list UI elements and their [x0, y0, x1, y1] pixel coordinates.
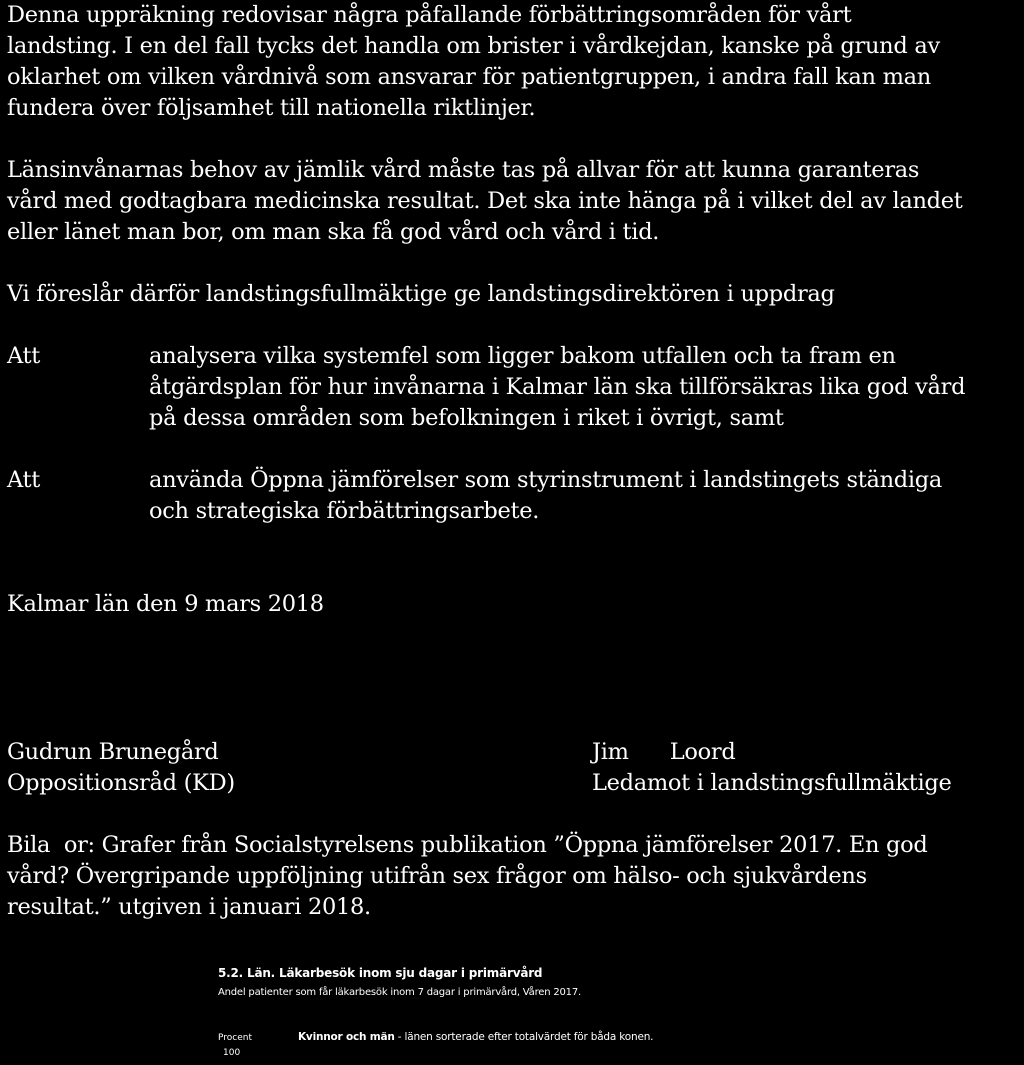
figure-legend-bold: Kvinnor och män: [298, 1031, 395, 1043]
att-2-line-2: och strategiska förbättringsarbete.: [149, 498, 540, 524]
proposal-intro: Vi föreslår därför landstingsfullmäktige ge landstingsdirektören i uppdrag: [7, 281, 835, 307]
att-1-line-2: åtgärdsplan för hur invånarna i Kalmar län ska tillförsäkras lika god vård: [149, 374, 966, 400]
paragraph-2-line-3: eller länet man bor, om man ska få god vård och vård i tid.: [7, 219, 660, 245]
signatory-2-title: Ledamot i landstingsfullmäktige: [592, 770, 952, 796]
attachments-line-1: Bila or: Grafer från Socialstyrelsens publikation ”Öppna jämförelser 2017. En god: [7, 832, 928, 858]
signatory-1-title: Oppositionsråd (KD): [7, 770, 235, 796]
signatory-2-name: Jim Loord: [592, 739, 736, 765]
figure-subtitle: Andel patienter som får läkarbesök inom 7 dagar i primärvård, Våren 2017.: [218, 987, 581, 998]
attachments-line-2: vård? Övergripande uppföljning utifrån sex frågor om hälso- och sjukvårdens: [7, 863, 867, 889]
att-2-line-1: använda Öppna jämförelser som styrinstrument i landstingets ständiga: [149, 467, 943, 493]
paragraph-1-line-2: landsting. I en del fall tycks det handla om brister i vårdkejdan, kanske på grund av: [7, 33, 940, 59]
figure-legend-text: - länen sorterade efter totalvärdet för båda konen.: [394, 1031, 654, 1043]
figure-legend: [298, 1031, 653, 1043]
att-1-line-1: analysera vilka systemfel som ligger bakom utfallen och ta fram en: [149, 343, 896, 369]
paragraph-1-line-1: Denna uppräkning redovisar några påfallande förbättringsområden för vårt: [7, 2, 852, 28]
paragraph-1-line-4: fundera över följsamhet till nationella riktlinjer.: [7, 95, 536, 121]
paragraph-2-line-1: Länsinvånarnas behov av jämlik vård måste tas på allvar för att kunna garanteras: [7, 157, 920, 183]
signatory-1-name: Gudrun Brunegård: [7, 739, 219, 765]
figure-y-axis-top-value: 100: [223, 1048, 241, 1058]
place-date: Kalmar län den 9 mars 2018: [7, 591, 324, 617]
figure-title: 5.2. Län. Läkarbesök inom sju dagar i primärvård: [218, 966, 543, 980]
att-label-1: Att: [7, 343, 41, 369]
paragraph-1-line-3: oklarhet om vilken vårdnivå som ansvarar för patientgruppen, i andra fall kan man: [7, 64, 931, 90]
paragraph-2-line-2: vård med godtagbara medicinska resultat. Det ska inte hänga på i vilket del av landet: [7, 188, 963, 214]
figure-y-axis-label: Procent: [218, 1033, 252, 1043]
att-1-line-3: på dessa områden som befolkningen i riket i övrigt, samt: [149, 405, 784, 431]
attachments-line-3: resultat.” utgiven i januari 2018.: [7, 894, 371, 920]
att-label-2: Att: [7, 467, 41, 493]
